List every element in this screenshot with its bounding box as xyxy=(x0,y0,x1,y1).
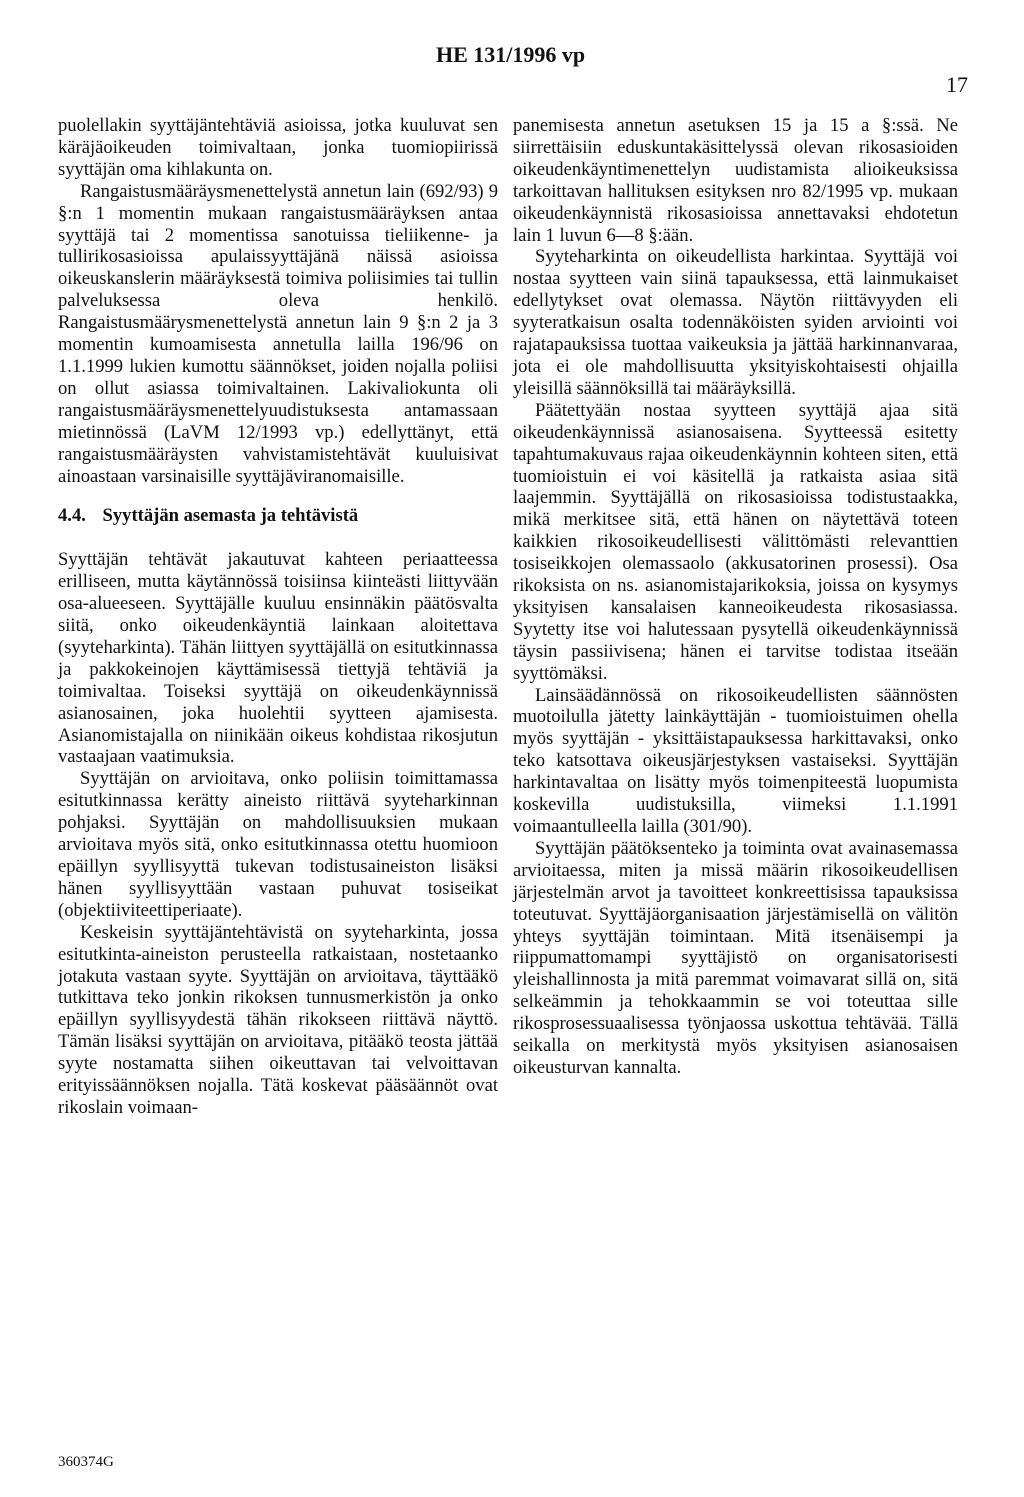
paragraph: Syyttäjän päätöksenteko ja toiminta ovat avainasemassa arvioitaessa, miten ja missä määrin rikosoikeudellisen järjestelmän arvot ja tavoitteet konkreettisissa tapauksissa toteutuvat. Syyttäjäorganisaation järjestämisellä on välitön yhteys syyttäjän toimintaan. Mitä itsenäisempi ja riippumattomampi syyttäjistö on organisatorisesti yleishallinnosta ja mitä paremmat voimavarat sillä on, sitä selkeämmin ja tehokkaammin se voi toteuttaa sille rikosprosessuaalisessa työnjaossa uskottua tehtävää. Tällä seikalla on merkitystä myös yksityisen asianosaisen oikeusturvan kannalta. xyxy=(513,837,958,1078)
section-title: Syyttäjän asemasta ja tehtävistä xyxy=(102,505,359,527)
paragraph: Syyttäjän tehtävät jakautuvat kahteen periaatteessa erilliseen, mutta käytännössä toisiinsa kiinteästi liittyvään osa-alueeseen. Syyttäjälle kuuluu ensinnäkin päätösvalta siitä, onko oikeudenkäyntiä lainkaan aloitettava (syyteharkinta). Tähän liittyen syyttäjällä on esitutkinnassa ja pakkokeinojen käyttämisessä tiettyjä tehtäviä ja toimivaltaa. Toiseksi syyttäjä on oikeudenkäynnissä asianosainen, joka huolehtii syytteen ajamisesta. Asianomistajalla on niinikään oikeus kohdistaa rikosjutun vastaajaan vaatimuksia. xyxy=(58,549,498,768)
paragraph: panemisesta annetun asetuksen 15 ja 15 a §:ssä. Ne siirrettäisiin eduskuntakäsittelyssä olevan rikosasioiden oikeudenkäyntimenettelyn uudistamista alioikeuksissa tarkoittavan hallituksen esityksen nro 82/1995 vp. mukaan oikeudenkäynnistä rikosasioissa annettavaksi ehdotetun lain 1 luvun 6—8 §:ään. xyxy=(513,115,958,246)
left-column xyxy=(58,115,498,1119)
footer-print-code: 360374G xyxy=(58,1454,114,1470)
paragraph: Syyttäjän on arvioitava, onko poliisin toimittamassa esitutkinnassa kerätty aineisto riittävä syyteharkinnan pohjaksi. Syyttäjän on mahdollisuuksien mukaan arvioitava myös sitä, onko esitutkinnassa otettu huomioon epäillyn syyllisyyttä tukevan todistusaineiston lisäksi hänen syyllisyyttään vastaan puhuvat tosiseikat (objektiiviteettiperiaate). xyxy=(58,768,498,921)
section-number: 4.4. xyxy=(58,505,86,527)
section-heading xyxy=(58,505,498,527)
paragraph: Keskeisin syyttäjäntehtävistä on syyteharkinta, jossa esitutkinta-aineiston perusteella ratkaistaan, nostetaanko jotakuta vastaan syyte. Syyttäjän on arvioitava, täyttääkö tutkittava teko jonkin rikoksen tunnusmerkistön ja onko epäillyn syyllisyydestä tähän rikokseen riittävä näyttö. Tämän lisäksi syyttäjän on arvioitava, pitääkö teosta jättää syyte nostamatta siihen oikeuttavan tai velvoittavan erityissäännöksen nojalla. Tätä koskevat pääsäännöt ovat rikoslain voimaan- xyxy=(58,921,498,1118)
page-number: 17 xyxy=(946,72,968,97)
page-header-title: HE 131/1996 vp xyxy=(436,42,586,67)
paragraph: puolellakin syyttäjäntehtäviä asioissa, jotka kuuluvat sen käräjäoikeuden toimivaltaan, jonka tuomiopiirissä syyttäjän oma kihlakunta on. xyxy=(58,115,498,180)
paragraph: Lainsäädännössä on rikosoikeudellisten säännösten muotoilulla jätetty lainkäyttäjän - tuomioistuimen ohella myös syyttäjän - yksittäistapauksessa harkittavaksi, onko teko katsottava oikeusjärjestyksen vastaiseksi. Syyttäjän harkintavaltaa on lisätty myös toimenpiteestä luopumista koskevilla uudistuksilla, viimeksi 1.1.1991 voimaantulleella lailla (301/90). xyxy=(513,684,958,837)
paragraph: Syyteharkinta on oikeudellista harkintaa. Syyttäjä voi nostaa syytteen vain siinä tapauksessa, että lainmukaiset edellytykset ovat olemassa. Näytön riittävyyden eli syyteratkaisun osalta todennäköisten syiden arviointi voi rajatapauksissa tuottaa vaikeuksia ja jättää harkinnanvaraa, jota ei ole mahdollisuutta yksityiskohtaisesti ohjailla yleisillä säännöksillä tai määräyksillä. xyxy=(513,246,958,399)
right-column xyxy=(513,115,958,1079)
paragraph: Rangaistusmääräysmenettelystä annetun lain (692/93) 9 §:n 1 momentin mukaan rangaistusmääräyksen antaa syyttäjä tai 2 momentissa sanotuissa tieliikenne- ja tullirikosasioissa apulaissyyttäjänä näissä asioissa oikeuskanslerin määräyksestä toimiva poliisimies tai tullin palveluksessa oleva henkilö. Rangaistusmäärysmenettelystä annetun lain 9 §:n 2 ja 3 momentin kumoamisesta annetulla lailla 196/96 on 1.1.1999 lukien kumottu säännökset, joiden nojalla poliisi on ollut asiassa toimivaltainen. Lakivaliokunta oli rangaistusmääräysmenettelyuudistuksesta antamassaan mietinnössä (LaVM 12/1993 vp.) edellyttänyt, että rangaistusmääräysten vahvistamistehtävät kuuluisivat ainoastaan varsinaisille syyttäjäviranomaisille. xyxy=(58,180,498,487)
paragraph: Päätettyään nostaa syytteen syyttäjä ajaa sitä oikeudenkäynnissä asianosaisena. Syytteessä esitetty tapahtumakuvaus rajaa oikeudenkäynnin kohteen siten, että tuomioistuin ei voi käsitellä ja ratkaista asiaa sitä laajemmin. Syyttäjällä on rikosasioissa todistustaakka, mikä merkitsee sitä, että hänen on näytettävä toteen kaikkien rikosoikeudellisesti välittömästi relevanttien tosiseikkojen olemassaolo (akkusatorinen prosessi). Osa rikoksista on ns. asianomistajarikoksia, joissa on kysymys yksityisen kansalaisen kanneoikeudesta rikosasiassa. Syytetty itse voi halutessaan pysytellä oikeudenkäynnissä täysin passiivisena; hänen ei tarvitse todistaa itseään syyttömäksi. xyxy=(513,399,958,684)
